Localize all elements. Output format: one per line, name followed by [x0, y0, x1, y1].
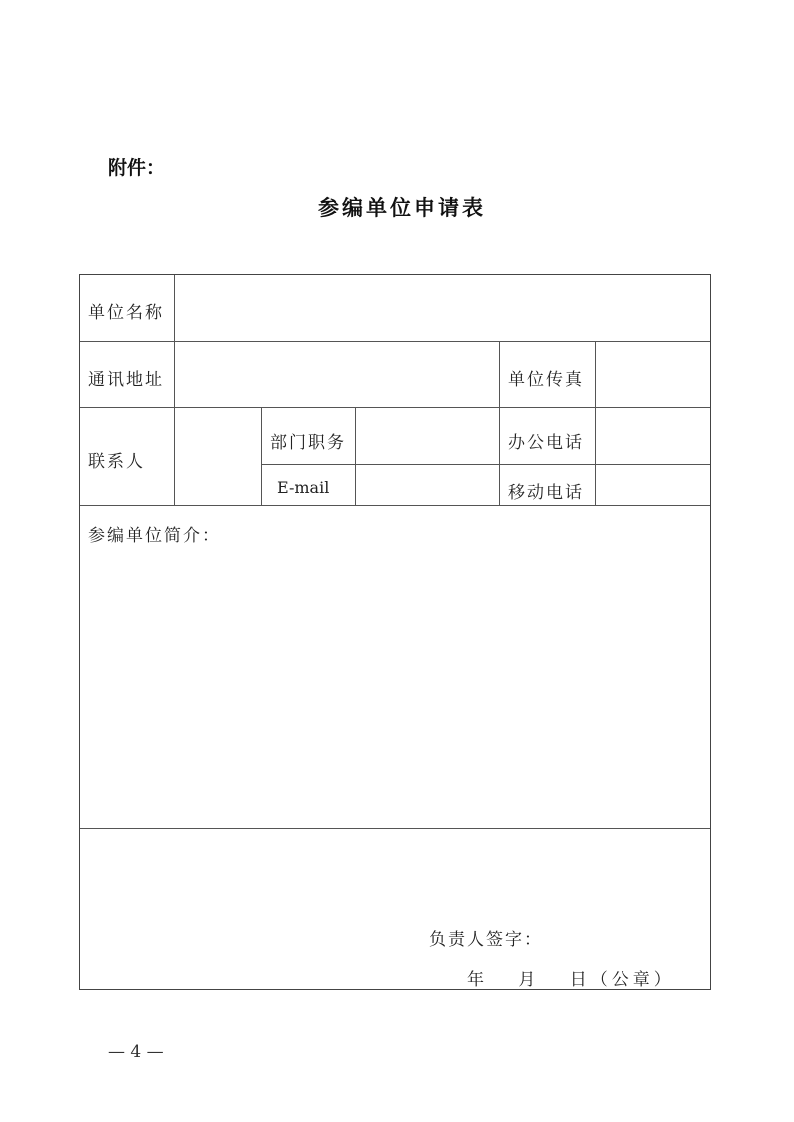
office-phone-field[interactable] [597, 408, 710, 464]
unit-name-label: 单位名称 [88, 303, 164, 323]
page-number: — 4 — [108, 1042, 164, 1062]
mobile-phone-label: 移动电话 [508, 483, 584, 503]
email-field[interactable] [357, 465, 498, 505]
department-position-label: 部门职务 [270, 433, 346, 453]
row-divider [80, 505, 710, 506]
attachment-label: 附件： [108, 157, 166, 179]
mobile-phone-field[interactable] [597, 465, 710, 505]
intro-field[interactable] [80, 547, 710, 827]
address-field[interactable] [176, 342, 498, 407]
page-title: 参编单位申请表 [318, 196, 486, 220]
col-divider [174, 275, 175, 505]
office-phone-label: 办公电话 [508, 433, 584, 453]
email-label: E-mail [277, 478, 330, 497]
contact-field[interactable] [176, 408, 260, 505]
contact-label: 联系人 [88, 452, 145, 472]
signature-label: 负责人签字： [429, 930, 543, 950]
col-divider [261, 407, 262, 505]
fax-field[interactable] [597, 342, 710, 407]
row-divider [80, 828, 710, 829]
application-form [79, 274, 711, 990]
department-position-field[interactable] [357, 408, 498, 464]
intro-label: 参编单位简介： [88, 526, 221, 546]
fax-label: 单位传真 [508, 370, 584, 390]
unit-name-field[interactable] [176, 275, 710, 341]
col-divider [499, 341, 500, 505]
date-seal-line: 年 月 日（公章） [467, 970, 675, 990]
col-divider [355, 407, 356, 505]
col-divider [595, 341, 596, 505]
address-label: 通讯地址 [88, 370, 164, 390]
